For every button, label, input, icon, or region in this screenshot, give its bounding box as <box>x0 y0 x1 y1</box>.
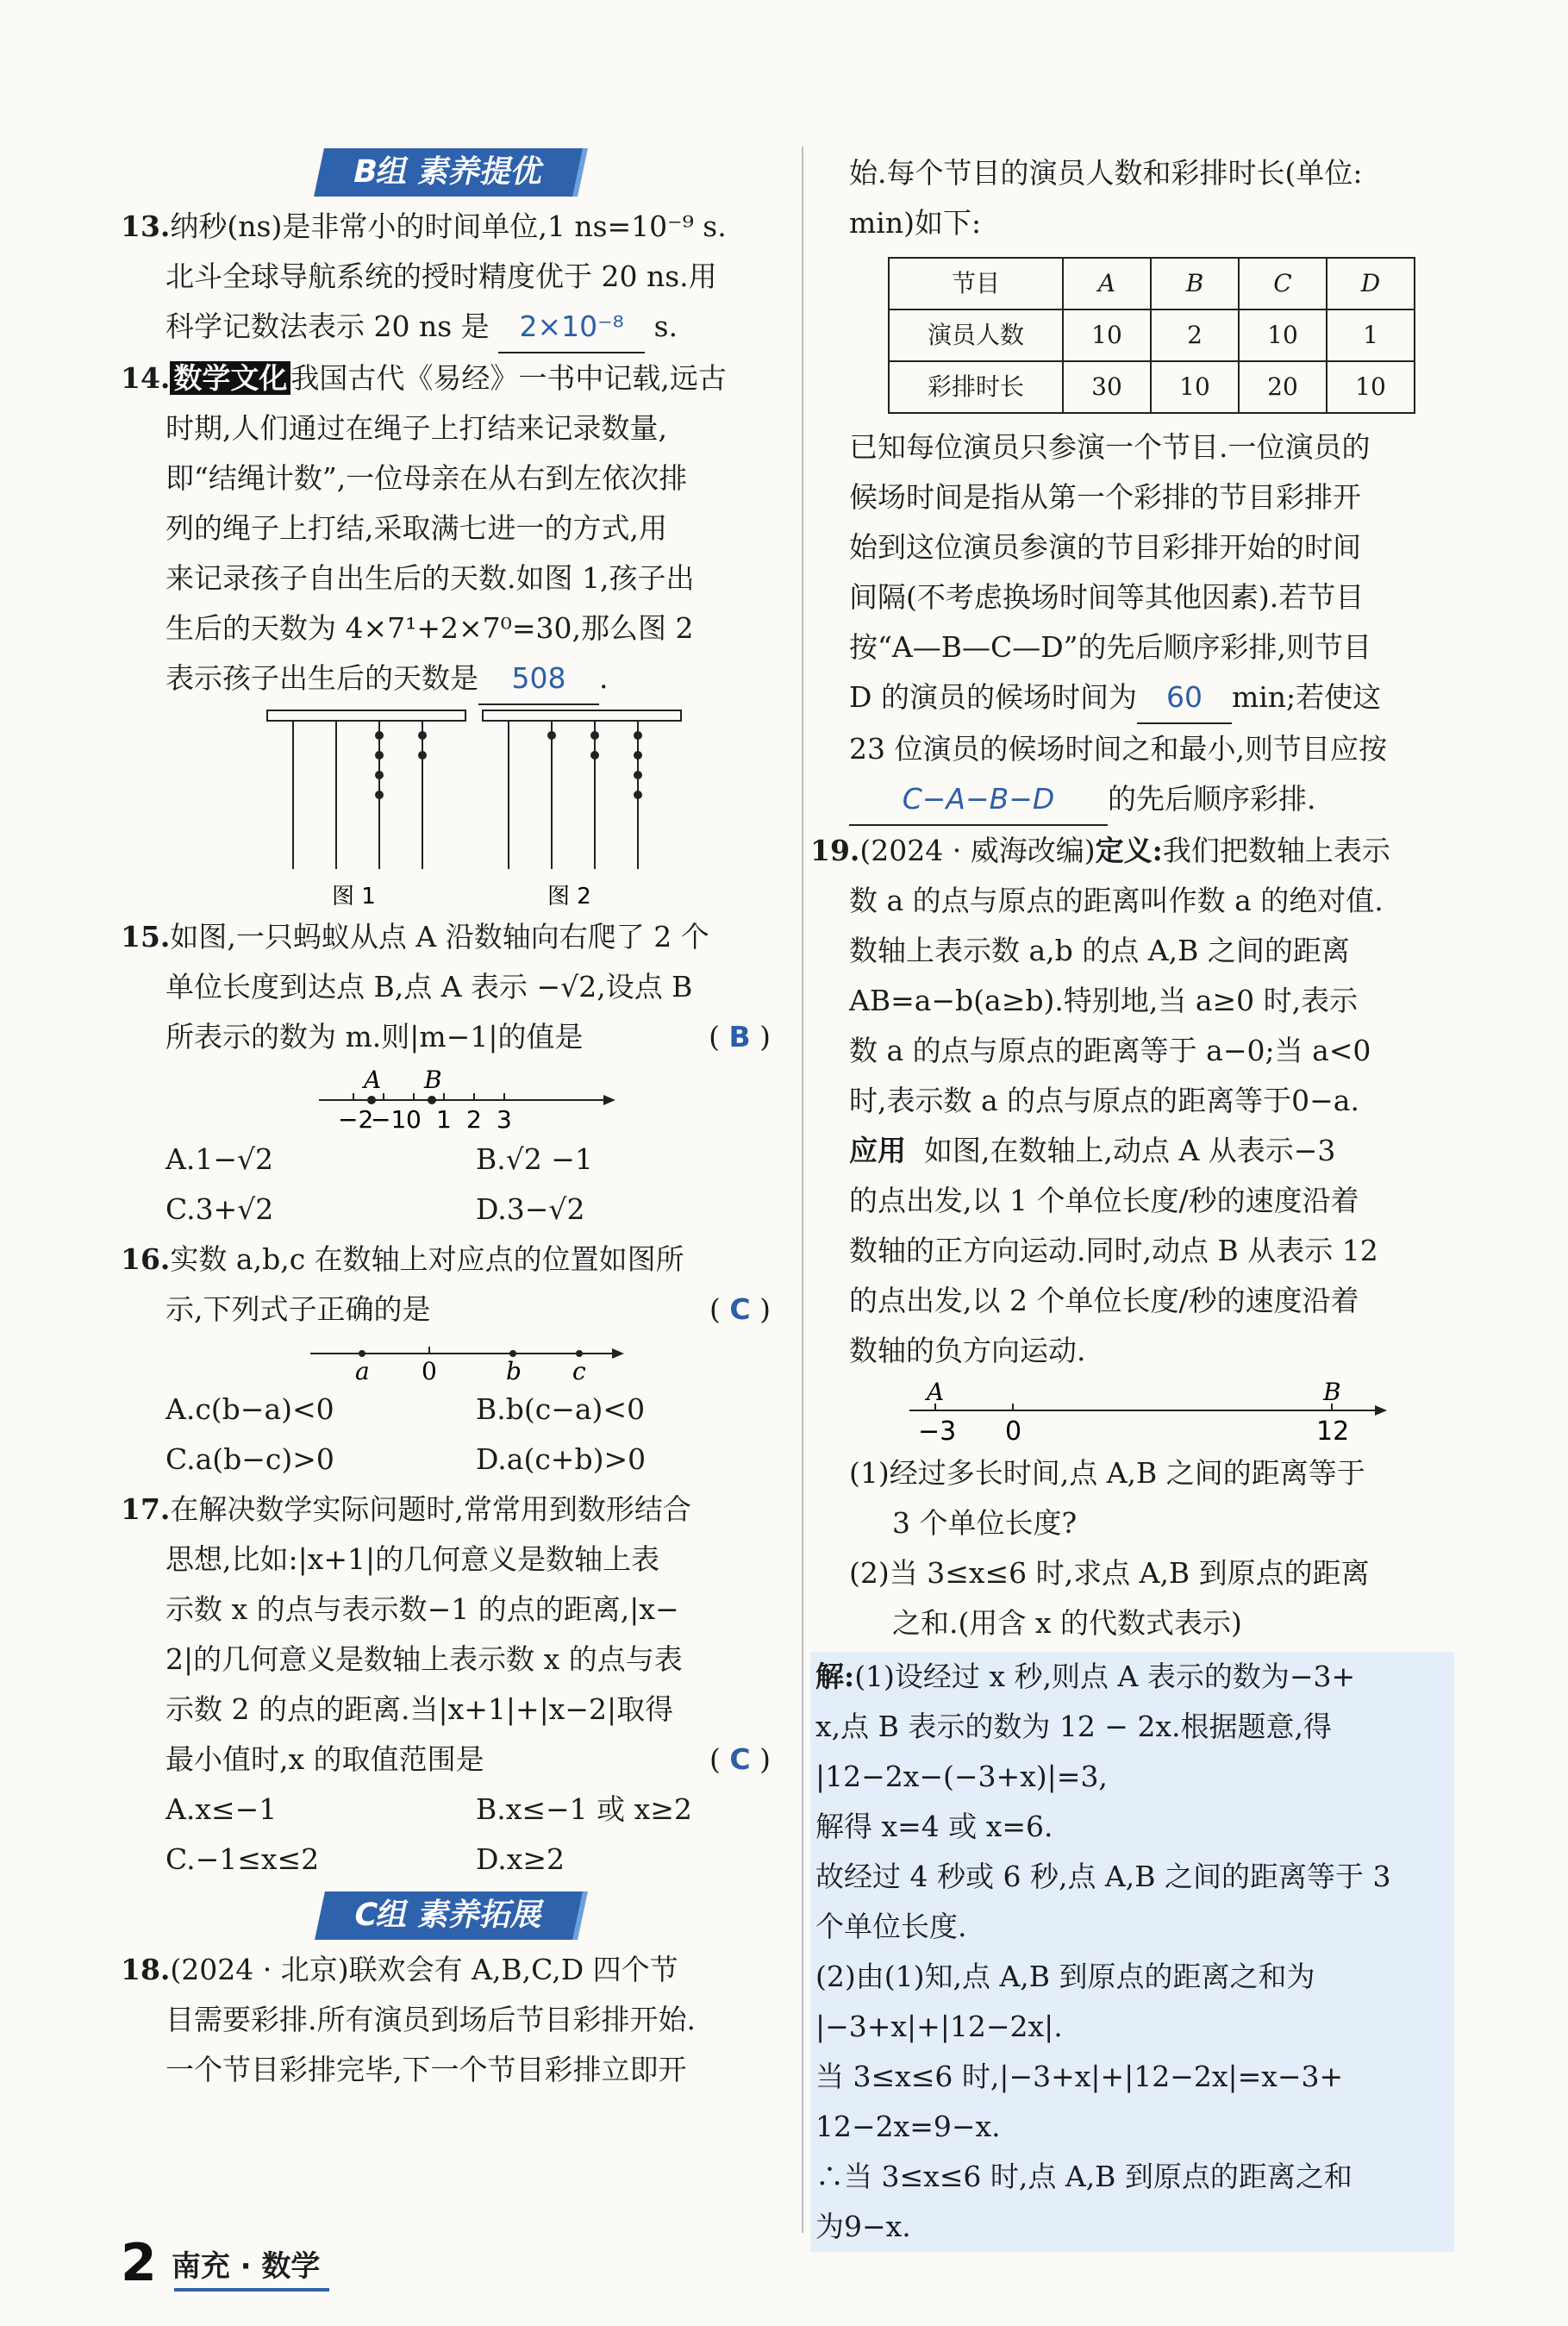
column-divider <box>802 147 803 2233</box>
svg-text:b: b <box>506 1357 522 1385</box>
math-culture-tag: 数学文化 <box>170 361 290 395</box>
options-15: A.1−√2 B.√2 −1 C.3+√2 D.3−√2 <box>166 1142 593 1226</box>
question-13: 13.纳秒(ns)是非常小的时间单位,1 ns=10⁻⁹ s. 北斗全球导航系统的授时精度优于 20 ns.用 科学记数法表示 20 ns 是 2×10⁻⁸ s. <box>121 202 776 353</box>
right-column: 始.每个节目的演员人数和彩排时长(单位: min)如下: 节目 A B C D 演员人数 10 2 10 1 彩排时长 30 10 20 10 已知每位演员只参演一个节目.一位演员的 候场时间是指从第一个彩排的节目彩排开 始到这位演员参演的节目彩排开始的时间 间隔(不考虑换场时间等其他因素).若节目 按“A—B—C—D”的先后顺序彩排,则节目 D 的演员的候场时间为 60 min;若使这 23 位演员的候场时间之和最小,则节目应按 C−A−B−D 的先后顺序彩排. 19.(2024 · 威海改编)定义:我们把数轴上表示 数 a 的点与原点的距离叫作数 a 的绝对值. 数轴上表示数 a,b 的点 A,B 之间的距离 AB=a−b(a≥b).特别地,当 a≥0 时,表示 数 a 的点与原点的距离等于 a−0;当 a<0 时,表示数 a 的点与原点的距离等于0−a. 应用 如图,在数轴上,动点 A 从表示−3 的点出发,以 1 个单位长度/秒的速度沿着 数轴的正方向运动.同时,动点 B 从表示 12 的点出发,以 2 个单位长度/秒的速度沿着 数轴的负方向运动. A B −3 0 12 (1)经过多长时间,点 A,B 之间的距离等于 3 个单位长度? (2)当 3≤x≤6 时,求点 A,B 到原点的距离 之和.(用含 x 的代数式表示) 解:(1)设经过 x 秒,则点 A 表示的数为−3+ x,点 B 表示的数为 12 − 2x.根据题意,得 |12−2x−(−3+x)|=3, 解得 x=4 或 x=6. 故经过 4 秒或 6 秒,点 A,B 之间的距离等于 3 个单位长度. (2)由(1)知,点 A,B 到原点的距离之和为 |−3+x|+|12−2x|. 当 3≤x≤6 时,|−3+x|+|12−2x|=x−3+ 12−2x=9−x. ∴当 3≤x≤6 时,点 A,B 到原点的距离之和 为9−x. <box>849 148 1452 2252</box>
svg-text:2: 2 <box>466 1105 482 1134</box>
left-column <box>121 148 776 2095</box>
question-18: 18.(2024 · 北京)联欢会有 A,B,C,D 四个节 目需要彩排.所有演员到场后节目彩排开始. 一个节目彩排完毕,下一个节目彩排立即开 <box>121 1953 696 2086</box>
svg-text:−2: −2 <box>338 1105 374 1134</box>
question-15: 15.如图,一只蚂蚁从点 A 沿数轴向右爬了 2 个 单位长度到达点 B,点 A 表示 −√2,设点 B 所表示的数为 m.则|m−1|的值是 ( B ) A B −2 −1 0 1 2 3 A.1−√2 B.√2 −1 C.3+√2 D.3−√2 <box>121 912 776 1235</box>
answer-paren-15: ( B ) <box>709 1020 771 1054</box>
answer-blank-18a: 60 <box>1137 672 1232 724</box>
table-row: 演员人数 10 2 10 1 <box>889 310 1415 361</box>
page-footer <box>121 2233 320 2293</box>
fig2-caption: 图 2 <box>547 884 591 910</box>
knot-figure-2 <box>483 710 681 910</box>
page-number: 2 <box>121 2233 157 2293</box>
svg-text:0: 0 <box>422 1357 437 1385</box>
svg-text:1: 1 <box>436 1105 452 1134</box>
question-16: 16.实数 a,b,c 在数轴上对应点的位置如图所 示,下列式子正确的是 ( C ) a 0 b c A.c(b−a)<0 B.b(c−a)<0 C.a(b−c)>0 D.a(c+b)>0 <box>121 1235 776 1485</box>
svg-text:0: 0 <box>1005 1416 1022 1447</box>
answer-blank-13: 2×10⁻⁸ <box>498 302 645 353</box>
group-b-banner: B组 素养提优 <box>121 148 776 197</box>
options-17: A.x≤−1 B.x≤−1 或 x≥2 C.−1≤x≤2 D.x≥2 <box>166 1792 692 1876</box>
table-header-row: 节目 A B C D <box>889 258 1415 310</box>
knot-figures <box>121 705 776 912</box>
question-14: 14. 数学文化 我国古代《易经》一书中记载,远古 时期,人们通过在绳子上打结来记录数量, 即“结绳计数”,一位母亲在从右到左依次排 列的绳子上打结,采取满七进一的方式,用 来记录孩子自出生后的天数.如图 1,孩子出 生后的天数为 4×7¹+2×7⁰=30,那么图 2 表示孩子出生后的天数是 508 . 图 1 图 2 <box>121 353 776 912</box>
question-19: 19.(2024 · 威海改编)定义:我们把数轴上表示 数 a 的点与原点的距离叫作数 a 的绝对值. 数轴上表示数 a,b 的点 A,B 之间的距离 AB=a−b(a≥b).特别地,当 a≥0 时,表示 数 a 的点与原点的距离等于 a−0;当 a<0 时,表示数 a 的点与原点的距离等于0−a. 应用 如图,在数轴上,动点 A 从表示−3 的点出发,以 1 个单位长度/秒的速度沿着 数轴的正方向运动.同时,动点 B 从表示 12 的点出发,以 2 个单位长度/秒的速度沿着 数轴的负方向运动. A B −3 0 12 (1)经过多长时间,点 A,B 之间的距离等于 3 个单位长度? (2)当 3≤x≤6 时,求点 A,B 到原点的距离 之和.(用含 x 的代数式表示) <box>810 826 1452 1648</box>
footer-label: 南充 · 数学 <box>171 2248 321 2284</box>
svg-text:A: A <box>927 1378 945 1406</box>
svg-text:−1: −1 <box>371 1105 407 1134</box>
number-line-16 <box>121 1335 776 1385</box>
svg-text:B: B <box>1323 1378 1341 1406</box>
table-row: 彩排时长 30 10 20 10 <box>889 361 1415 413</box>
svg-text:0: 0 <box>406 1105 422 1134</box>
knot-figure-1 <box>267 710 465 910</box>
fig1-caption: 图 1 <box>332 884 376 910</box>
group-c-banner: C组 素养拓展 <box>121 1891 776 1940</box>
svg-text:a: a <box>355 1357 370 1385</box>
svg-text:−3: −3 <box>918 1416 957 1447</box>
answer-paren-16: ( C ) <box>709 1292 771 1326</box>
solution-box: 解:(1)设经过 x 秒,则点 A 表示的数为−3+ x,点 B 表示的数为 12 − 2x.根据题意,得 |12−2x−(−3+x)|=3, 解得 x=4 或 x=6. 故经过 4 秒或 6 秒,点 A,B 之间的距离等于 3 个单位长度. (2)由(1)知,点 A,B 到原点的距离之和为 |−3+x|+|12−2x|. 当 3≤x≤6 时,|−3+x|+|12−2x|=x−3+ 12−2x=9−x. ∴当 3≤x≤6 时,点 A,B 到原点的距离之和 为9−x. <box>810 1652 1454 2252</box>
number-line-15 <box>121 1062 776 1135</box>
footer-line <box>174 2288 329 2292</box>
svg-text:c: c <box>572 1357 586 1385</box>
svg-text:3: 3 <box>497 1105 512 1134</box>
question-17: 17.在解决数学实际问题时,常常用到数形结合 思想,比如:|x+1|的几何意义是数轴上表 示数 x 的点与表示数−1 的点的距离,|x− 2|的几何意义是数轴上表示数 x 的点与表 示数 2 的点的距离.当|x+1|+|x−2|取得 最小值时,x 的取值范围是 ( C ) A.x≤−1 B.x≤−1 或 x≥2 C.−1≤x≤2 D.x≥2 <box>121 1485 776 1885</box>
answer-blank-18b: C−A−B−D <box>849 774 1108 826</box>
answer-blank-14: 508 <box>478 653 599 705</box>
svg-text:A: A <box>364 1066 382 1094</box>
svg-text:B: B <box>424 1066 442 1094</box>
answer-paren-17: ( C ) <box>709 1742 771 1776</box>
options-16: A.c(b−a)<0 B.b(c−a)<0 C.a(b−c)>0 D.a(c+b)>0 <box>166 1392 647 1476</box>
svg-text:12: 12 <box>1316 1416 1350 1447</box>
program-table <box>888 257 1415 414</box>
number-line-19 <box>849 1376 1452 1448</box>
